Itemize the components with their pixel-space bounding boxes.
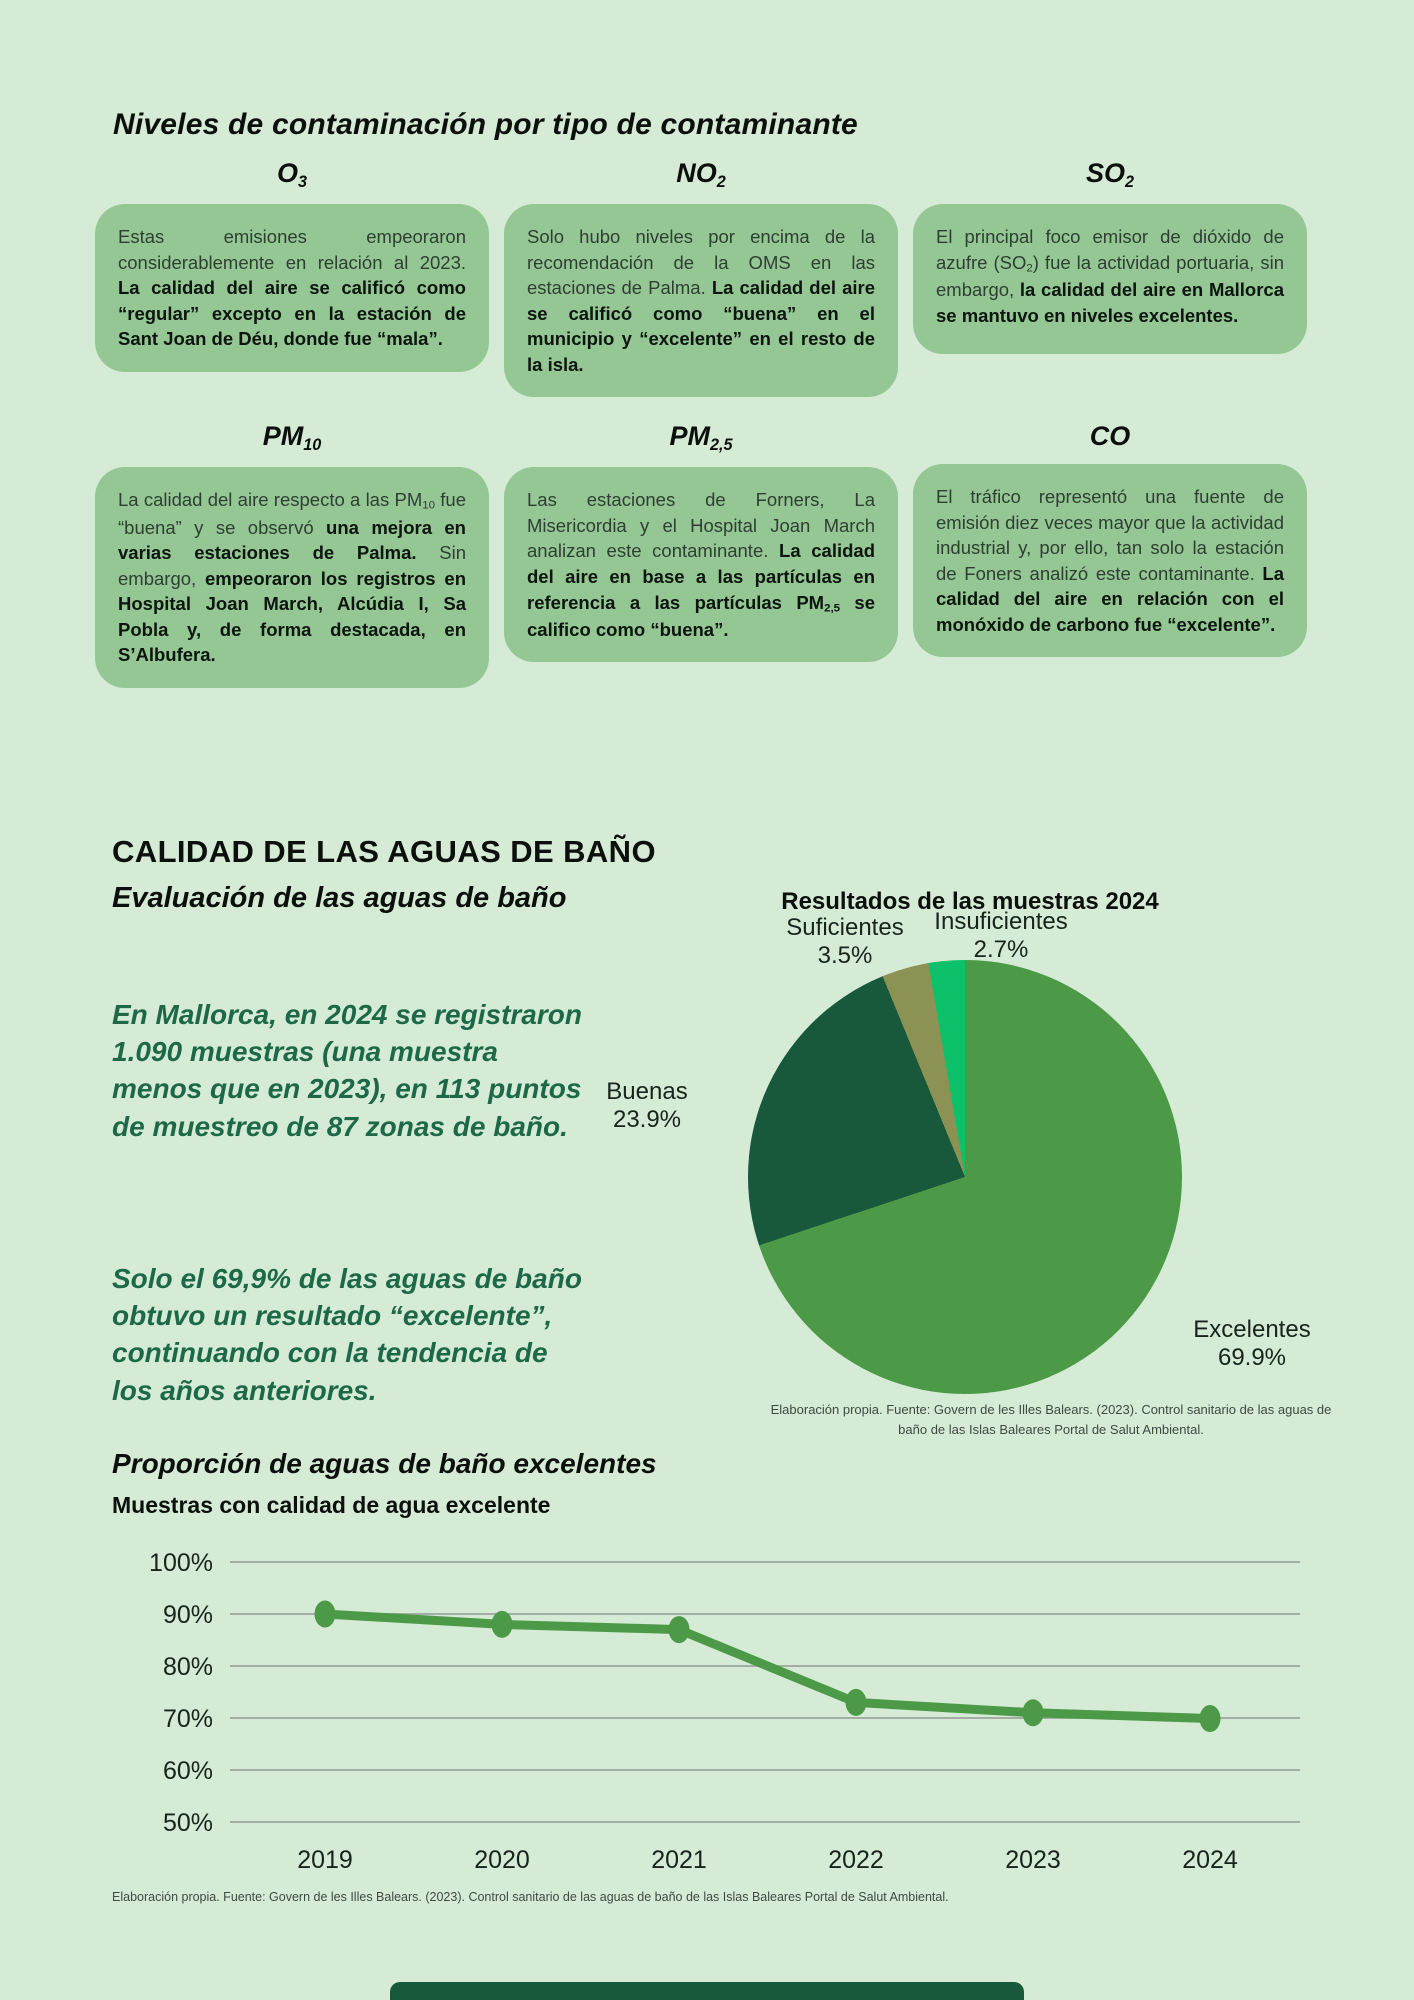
pie-label-insuficientes-name: Insuficientes — [934, 908, 1068, 935]
pollutant-symbol-co: CO — [1089, 421, 1131, 452]
pollutant-symbol-pm10: $PM_{10}$ — [262, 421, 322, 455]
trend-section — [0, 1448, 1414, 2000]
pollutant-symbol-o3: $O_3$ — [276, 158, 308, 192]
pie-source-caption: Elaboración propia. Fuente: Govern de les Illes Balears. (2023). Control sanitario de las aguas de baño de las Islas Baleares Portal de Salut Ambiental. — [770, 1402, 1332, 1437]
svg-text:2024: 2024 — [1182, 1846, 1238, 1874]
pollutant-box-so2: El principal foco emisor de dióxido de azufre $(SO_2)$ fue la actividad portuaria, sin embargo, la calidad del aire en Mallorca se mantuvo en niveles excelentes. — [913, 204, 1307, 354]
pie-label-insuficientes-pct: 2.7% — [973, 935, 1029, 963]
pollutant-col-pm10 — [95, 421, 489, 688]
svg-text:2019: 2019 — [297, 1846, 353, 1874]
pie-label-suficientes-name: Suficientes — [786, 914, 904, 941]
pollutant-col-o3 — [95, 158, 489, 397]
bathing-water-section — [0, 830, 1414, 1448]
pollutant-row-2 — [95, 421, 1309, 688]
pollutant-box-co: El tráfico representó una fuente de emisión diez veces mayor que la actividad industrial y, por ello, tan solo la estación de Foners analizó este contaminante. La calidad del aire en relación con el monóxido de carbono fue “excelente”. — [913, 464, 1307, 657]
footer-bar — [390, 1982, 1024, 2000]
excellent-share-paragraph: Solo el 69,9% de las aguas de baño obtuvo un resultado “excelente”, continuando con la tendencia de los años anteriores. — [112, 1263, 582, 1406]
pollutant-box-no2: Solo hubo niveles por encima de la recomendación de la OMS en las estaciones de Palma. La calidad del aire se calificó como “buena” en el municipio y “excelente” en el resto de la isla. — [504, 204, 898, 397]
pollutant-col-pm25 — [504, 421, 898, 688]
svg-text:90%: 90% — [162, 1601, 213, 1629]
svg-text:2023: 2023 — [1005, 1846, 1061, 1874]
air-section-title: Niveles de contaminación por tipo de contaminante — [113, 108, 858, 141]
pie-label-excelentes-pct: 69.9% — [1217, 1343, 1287, 1371]
pie-label-buenas-pct: 23.9% — [612, 1105, 682, 1133]
pie-label-buenas-name: Buenas — [606, 1078, 688, 1105]
svg-text:2020: 2020 — [474, 1846, 530, 1874]
pollutant-box-pm25: Las estaciones de Forners, La Misericordia y el Hospital Joan March analizan este contaminante. La calidad del aire en base a las partículas en referencia a las partículas $PM_{2,5}$ se califico como “buena”. — [504, 467, 898, 662]
svg-text:2021: 2021 — [651, 1846, 707, 1874]
water-section-title: CALIDAD DE LAS AGUAS DE BAÑO — [112, 834, 656, 869]
pie-label-excelentes — [1160, 1316, 1344, 1371]
svg-text:60%: 60% — [162, 1757, 213, 1785]
line-chart — [85, 1532, 1335, 1904]
pollutant-symbol-so2: $SO_2$ — [1085, 158, 1135, 192]
pollutant-box-o3: Estas emisiones empeoraron considerablemente en relación al 2023. La calidad del aire se calificó como “regular” excepto en la estación de Sant Joan de Déu, donde fue “mala”. — [95, 204, 489, 372]
pollutant-col-co — [913, 421, 1307, 688]
trend-subtitle: Muestras con calidad de agua excelente — [112, 1492, 551, 1518]
pollutant-box-pm10: La calidad del aire respecto a las $PM_{10}$ fue “buena” y se observó una mejora en varias estaciones de Palma. Sin embargo, empeoraron los registros en Hospital Joan March, Alcúdia I, Sa Pobla y, de forma destacada, en S’Albufera. — [95, 467, 489, 687]
pollutant-symbol-pm25: $PM_{2,5}$ — [669, 421, 733, 455]
svg-text:80%: 80% — [162, 1653, 213, 1681]
pie-label-suficientes-pct: 3.5% — [817, 941, 873, 969]
pollutant-col-no2 — [504, 158, 898, 397]
air-quality-section — [95, 108, 1309, 712]
svg-text:2022: 2022 — [828, 1846, 884, 1874]
svg-text:50%: 50% — [162, 1809, 213, 1837]
pollutant-row-1 — [95, 158, 1309, 397]
water-section-subtitle: Evaluación de las aguas de baño — [112, 882, 567, 914]
trend-title: Proporción de aguas de baño excelentes — [112, 1448, 657, 1479]
svg-text:100%: 100% — [149, 1549, 213, 1577]
pollutant-symbol-no2: $NO_2$ — [676, 158, 726, 192]
line-chart-source-caption: Elaboración propia. Fuente: Govern de les Illes Balears. (2023). Control sanitario de las aguas de baño de las Islas Baleares Portal de Salut Ambiental. — [112, 1890, 949, 1904]
pie-chart-title: Resultados de las muestras 2024 — [781, 888, 1159, 915]
pie-chart — [748, 960, 1182, 1394]
pollutant-col-so2 — [913, 158, 1307, 397]
pie-label-insuficientes — [906, 908, 1096, 963]
pie-label-buenas — [562, 1078, 732, 1133]
pie-label-excelentes-name: Excelentes — [1193, 1316, 1311, 1343]
svg-text:70%: 70% — [162, 1705, 213, 1733]
samples-paragraph: En Mallorca, en 2024 se registraron 1.090 muestras (una muestra menos que en 2023), en 113 puntos de muestreo de 87 zonas de baño. — [112, 999, 582, 1142]
